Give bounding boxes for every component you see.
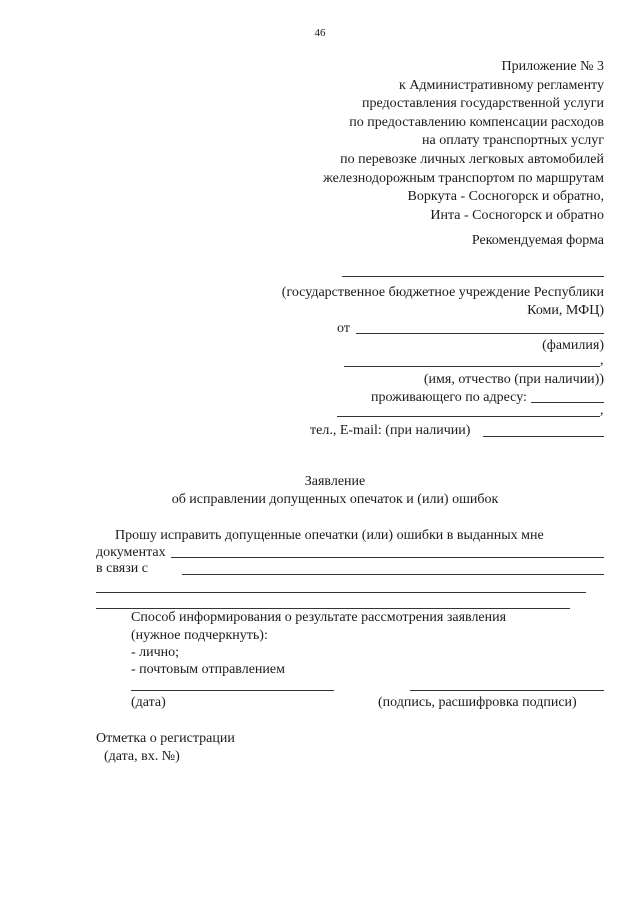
phone-field[interactable] <box>483 436 604 437</box>
appendix-line: на оплату транспортных услуг <box>422 133 604 149</box>
surname-field[interactable] <box>356 333 604 334</box>
name-hint: (имя, отчество (при наличии)) <box>423 372 604 387</box>
address-label: проживающего по адресу: <box>371 390 527 405</box>
appendix-line: по перевозке личных легковых автомобилей <box>340 151 604 167</box>
underline-hint: (нужное подчеркнуть): <box>131 628 268 643</box>
document-subtitle: об исправлении допущенных опечаток и (или) ошибок <box>171 492 499 507</box>
appendix-line: Воркута - Сосногорск и обратно, <box>407 189 604 205</box>
signature-field[interactable] <box>410 690 604 691</box>
document-title: Заявление <box>304 474 366 489</box>
surname-hint: (фамилия) <box>542 338 604 353</box>
appendix-line: к Административному регламенту <box>399 77 604 93</box>
registration-label: Отметка о регистрации <box>96 731 235 746</box>
reason-field[interactable] <box>182 574 604 575</box>
name-field[interactable] <box>344 366 600 367</box>
date-field[interactable] <box>131 690 334 691</box>
due-to-label: в связи с <box>96 561 148 576</box>
appendix-header <box>244 58 604 225</box>
documents-label: документах <box>96 545 166 560</box>
institution-field[interactable] <box>342 276 604 277</box>
from-label: от <box>337 321 350 336</box>
institution-hint: (государственное бюджетное учреждение Республики <box>281 285 604 300</box>
info-method: Способ информирования о результате рассмотрения заявления <box>131 610 507 625</box>
page-number: 46 <box>314 27 326 39</box>
registration-hint: (дата, вх. №) <box>104 749 180 764</box>
documents-field[interactable] <box>171 557 604 558</box>
appendix-line: железнодорожным транспортом по маршрутам <box>323 170 604 186</box>
appendix-line: Приложение № 3 <box>501 59 604 74</box>
address-field[interactable] <box>531 402 604 403</box>
phone-label: тел., E-mail: (при наличии) <box>310 423 471 438</box>
reason-field-2[interactable] <box>96 592 586 593</box>
comma: , <box>600 403 604 418</box>
appendix-line: по предоставлению компенсации расходов <box>349 114 604 130</box>
option-mail[interactable]: - почтовым отправлением <box>131 662 285 677</box>
option-personal[interactable]: - лично; <box>131 645 180 660</box>
comma: , <box>600 353 604 368</box>
form-label: Рекомендуемая форма <box>471 233 604 248</box>
date-hint: (дата) <box>131 695 166 710</box>
institution-hint: Коми, МФЦ) <box>527 303 604 318</box>
address-field-2[interactable] <box>337 416 600 417</box>
appendix-line: Инта - Сосногорск и обратно <box>430 207 604 223</box>
signature-hint: (подпись, расшифровка подписи) <box>378 695 577 710</box>
appendix-line: предоставления государственной услуги <box>362 96 604 112</box>
request-line: Прошу исправить допущенные опечатки (или) ошибки в выданных мне <box>115 528 544 543</box>
